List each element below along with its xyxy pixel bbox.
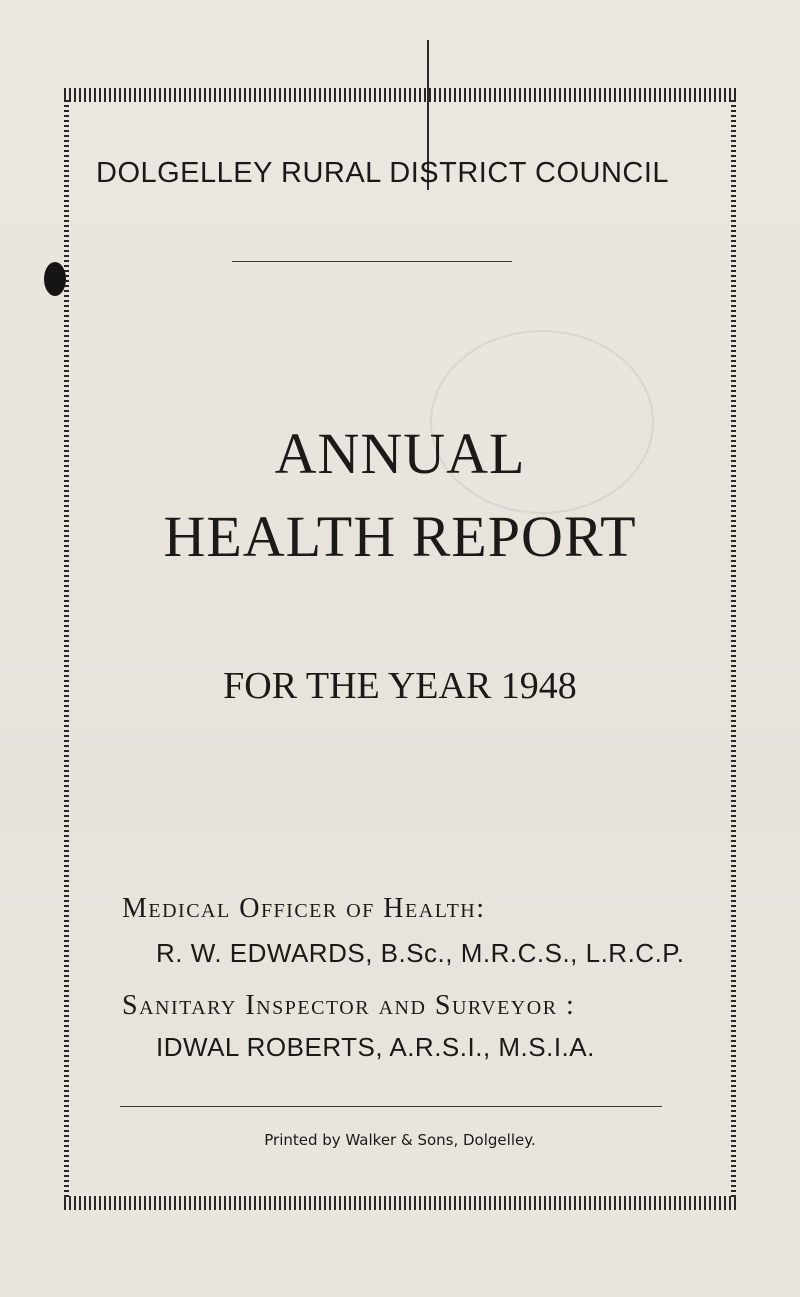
printer-imprint: Printed by Walker & Sons, Dolgelley. (264, 1131, 536, 1149)
right-border-rule (731, 100, 736, 1198)
top-border-rule (64, 88, 736, 102)
report-year: FOR THE YEAR 1948 (223, 665, 577, 707)
medical-officer-name: R. W. EDWARDS, B.Sc., M.R.C.S., L.R.C.P. (156, 938, 685, 968)
header-divider (232, 261, 512, 262)
sanitary-inspector-name: IDWAL ROBERTS, A.R.S.I., M.S.I.A. (156, 1032, 595, 1062)
bottom-border-rule (64, 1196, 736, 1210)
footer-divider (120, 1106, 662, 1107)
title-line-2: HEALTH REPORT (163, 504, 637, 569)
title-line-1: ANNUAL (274, 421, 526, 486)
medical-officer-role: Medical Officer of Health: (122, 893, 486, 924)
council-name: DOLGELLEY RURAL DISTRICT COUNCIL (96, 157, 670, 189)
sanitary-inspector-role: Sanitary Inspector and Surveyor : (122, 990, 576, 1021)
punch-hole (44, 262, 66, 296)
left-border-rule (64, 100, 69, 1198)
